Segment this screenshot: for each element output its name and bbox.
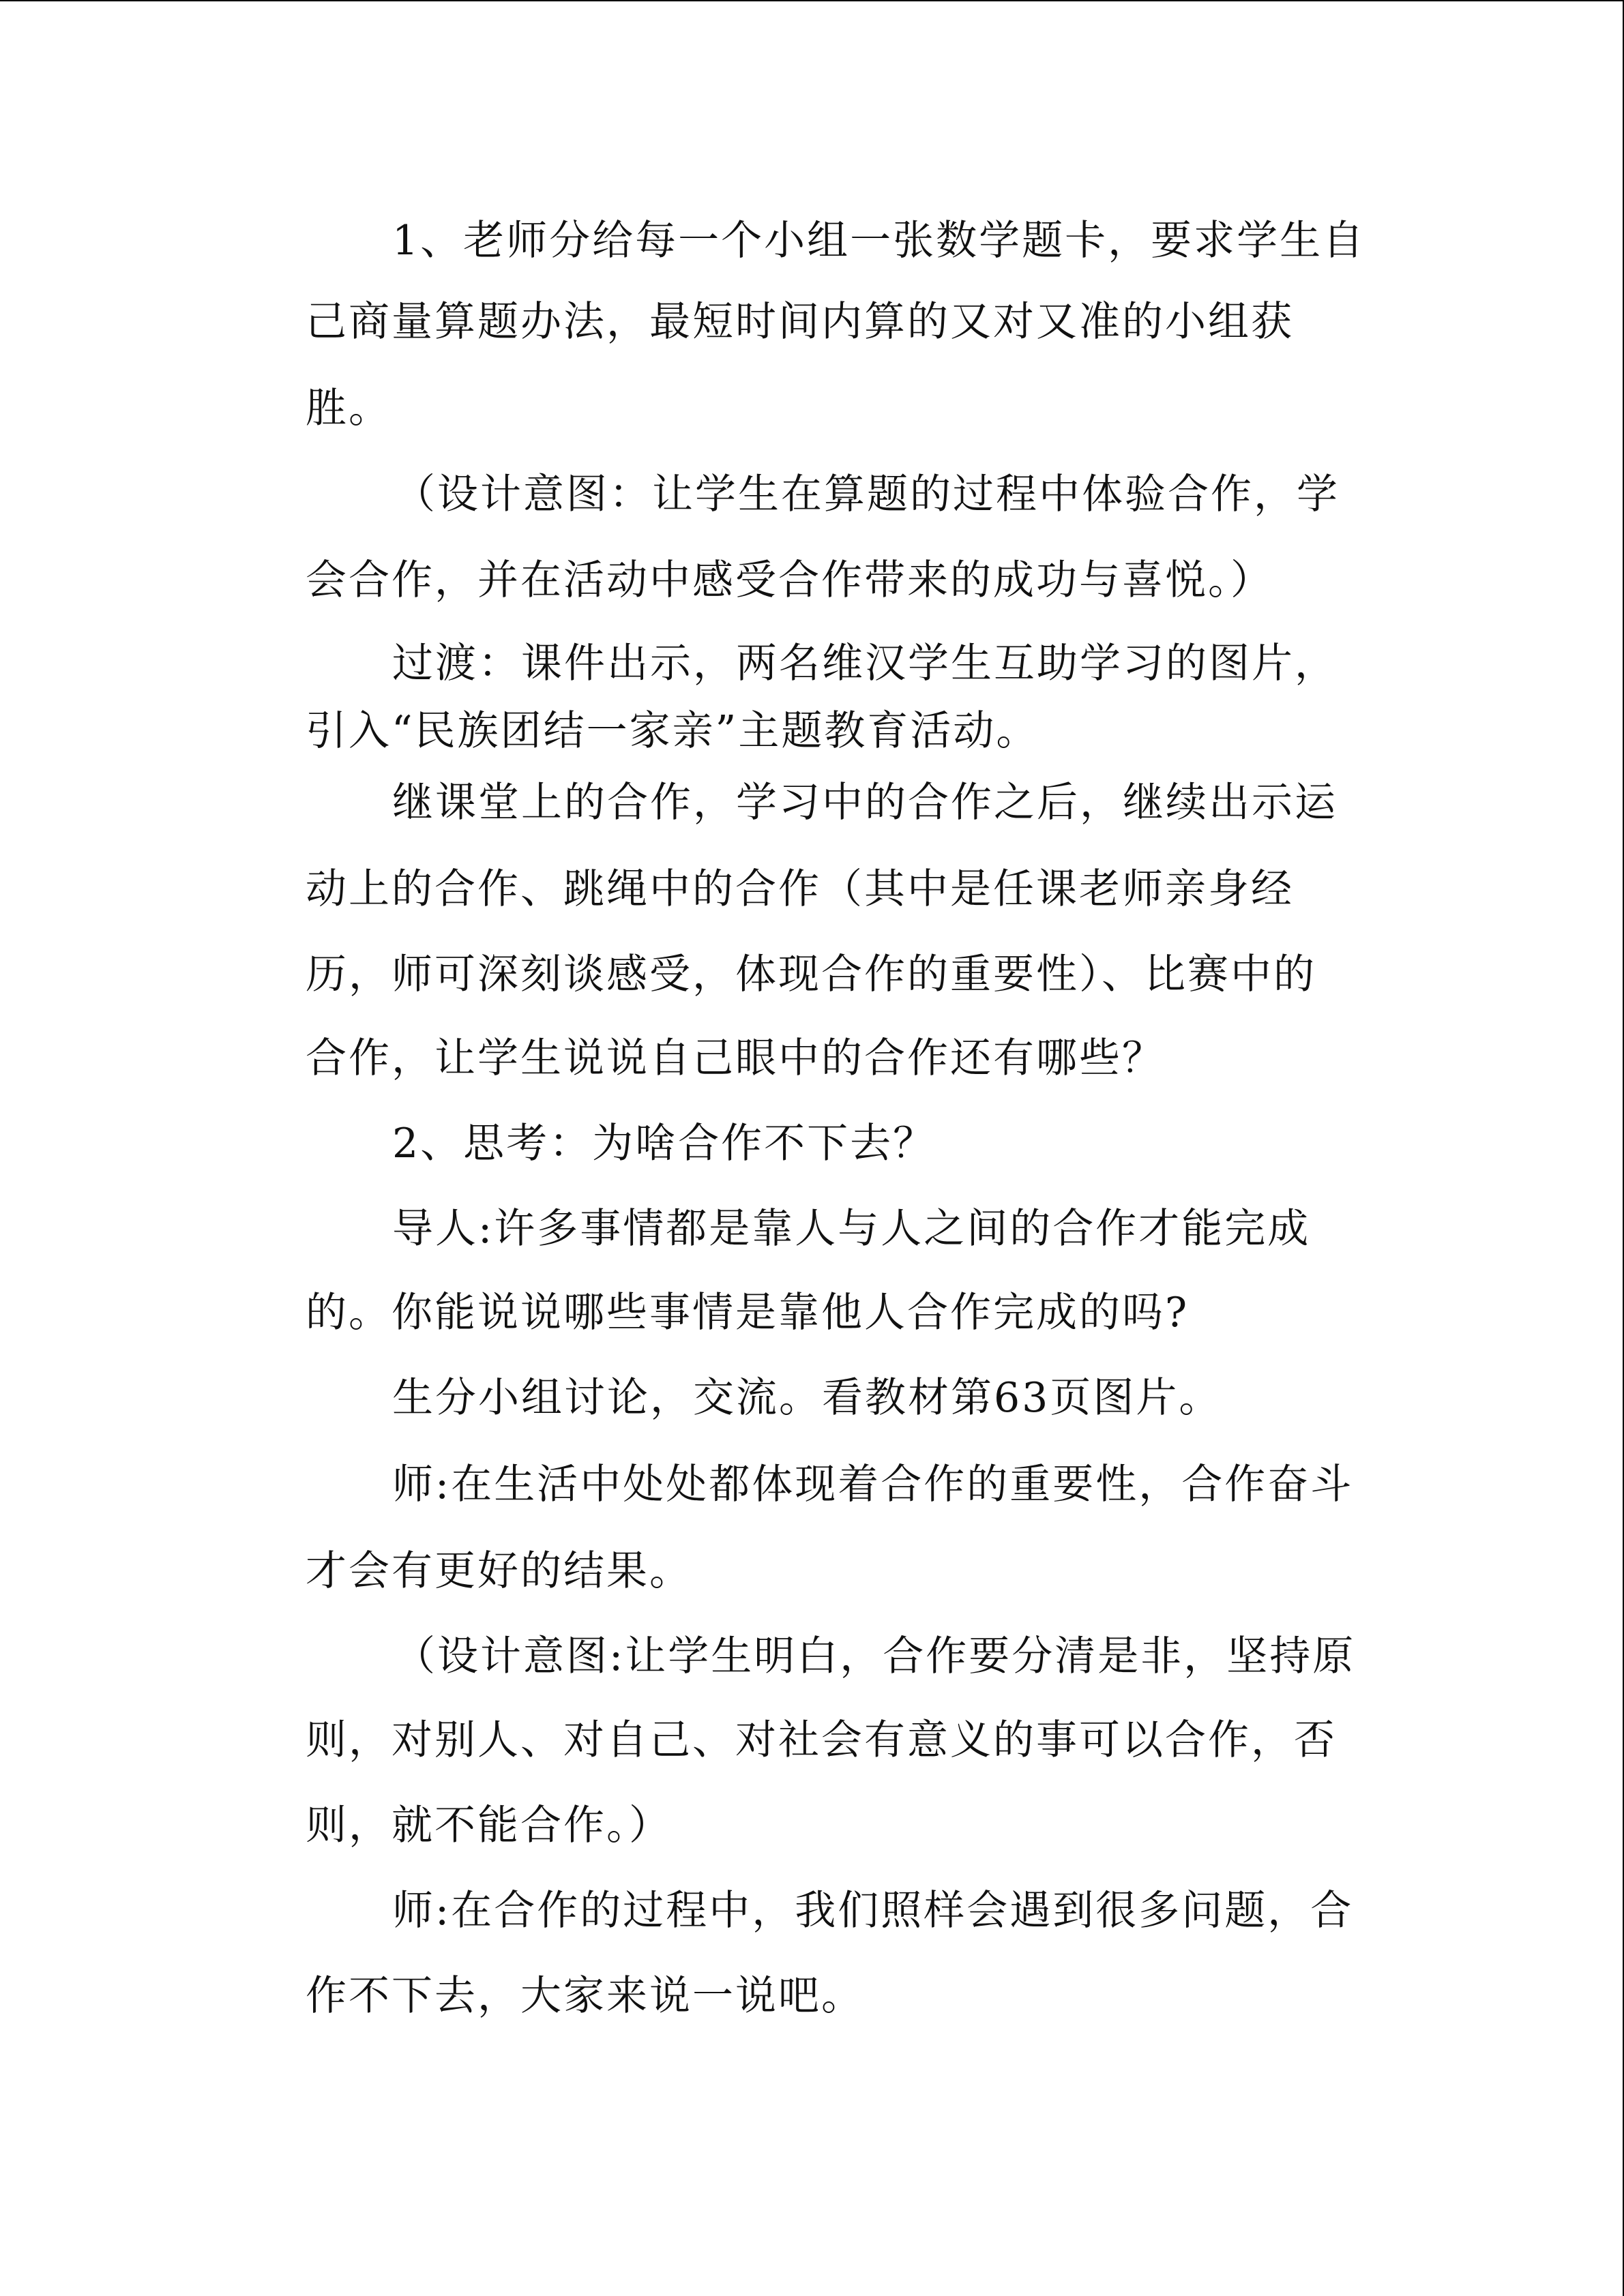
paragraph-4-line-4: 合作，让学生说说自己眼中的合作还有哪些？ (306, 1034, 1165, 1082)
paragraph-8-line-2: 才会有更好的结果。 (306, 1547, 692, 1595)
paragraph-9-line-1: （设计意图:让学生明白，合作要分清是非，坚持原 (394, 1632, 1356, 1680)
paragraph-9-line-3: 则，就不能合作。） (306, 1802, 672, 1849)
paragraph-4-line-2: 动上的合作、跳绳中的合作（其中是任课老师亲身经 (306, 865, 1294, 913)
paragraph-1-line-3: 胜。 (306, 385, 392, 432)
paragraph-1-line-2: 己商量算题办法，最短时间内算的又对又准的小组获 (306, 298, 1294, 346)
paragraph-3-line-1: 过渡：课件出示，两名维汉学生互助学习的图片， (392, 640, 1338, 687)
paragraph-4-line-3: 历，师可深刻谈感受，体现合作的重要性）、比赛中的 (306, 951, 1316, 998)
paragraph-7-line-1: 生分小组讨论，交流。看教材第63页图片。 (392, 1374, 1222, 1422)
paragraph-10-line-1: 师:在合作的过程中，我们照样会遇到很多问题，合 (392, 1887, 1354, 1935)
paragraph-1-line-1: 1、老师分给每一个小组一张数学题卡，要求学生自 (392, 217, 1366, 265)
paragraph-9-line-2: 则，对别人、对自己、对社会有意义的事可以合作，否 (306, 1716, 1337, 1764)
paragraph-3-line-2: 引入“民族团结一家亲”主题教育活动。 (306, 707, 1039, 755)
paragraph-5-line-1: 2、思考：为啥合作不下去？ (392, 1120, 936, 1167)
paragraph-6-line-2: 的。你能说说哪些事情是靠他人合作完成的吗? (306, 1289, 1190, 1337)
paragraph-8-line-1: 师:在生活中处处都体现着合作的重要性，合作奋斗 (392, 1461, 1354, 1508)
paragraph-4-line-1: 继课堂上的合作，学习中的合作之后，继续出示运 (392, 779, 1338, 826)
paragraph-10-line-2: 作不下去，大家来说一说吧。 (306, 1972, 864, 2020)
paragraph-2-line-1: （设计意图：让学生在算题的过程中体验合作，学 (394, 471, 1340, 518)
paragraph-6-line-1: 导人:许多事情都是靠人与人之间的合作才能完成 (392, 1205, 1311, 1253)
paragraph-2-line-2: 会合作，并在活动中感受合作带来的成功与喜悦。） (306, 556, 1273, 604)
